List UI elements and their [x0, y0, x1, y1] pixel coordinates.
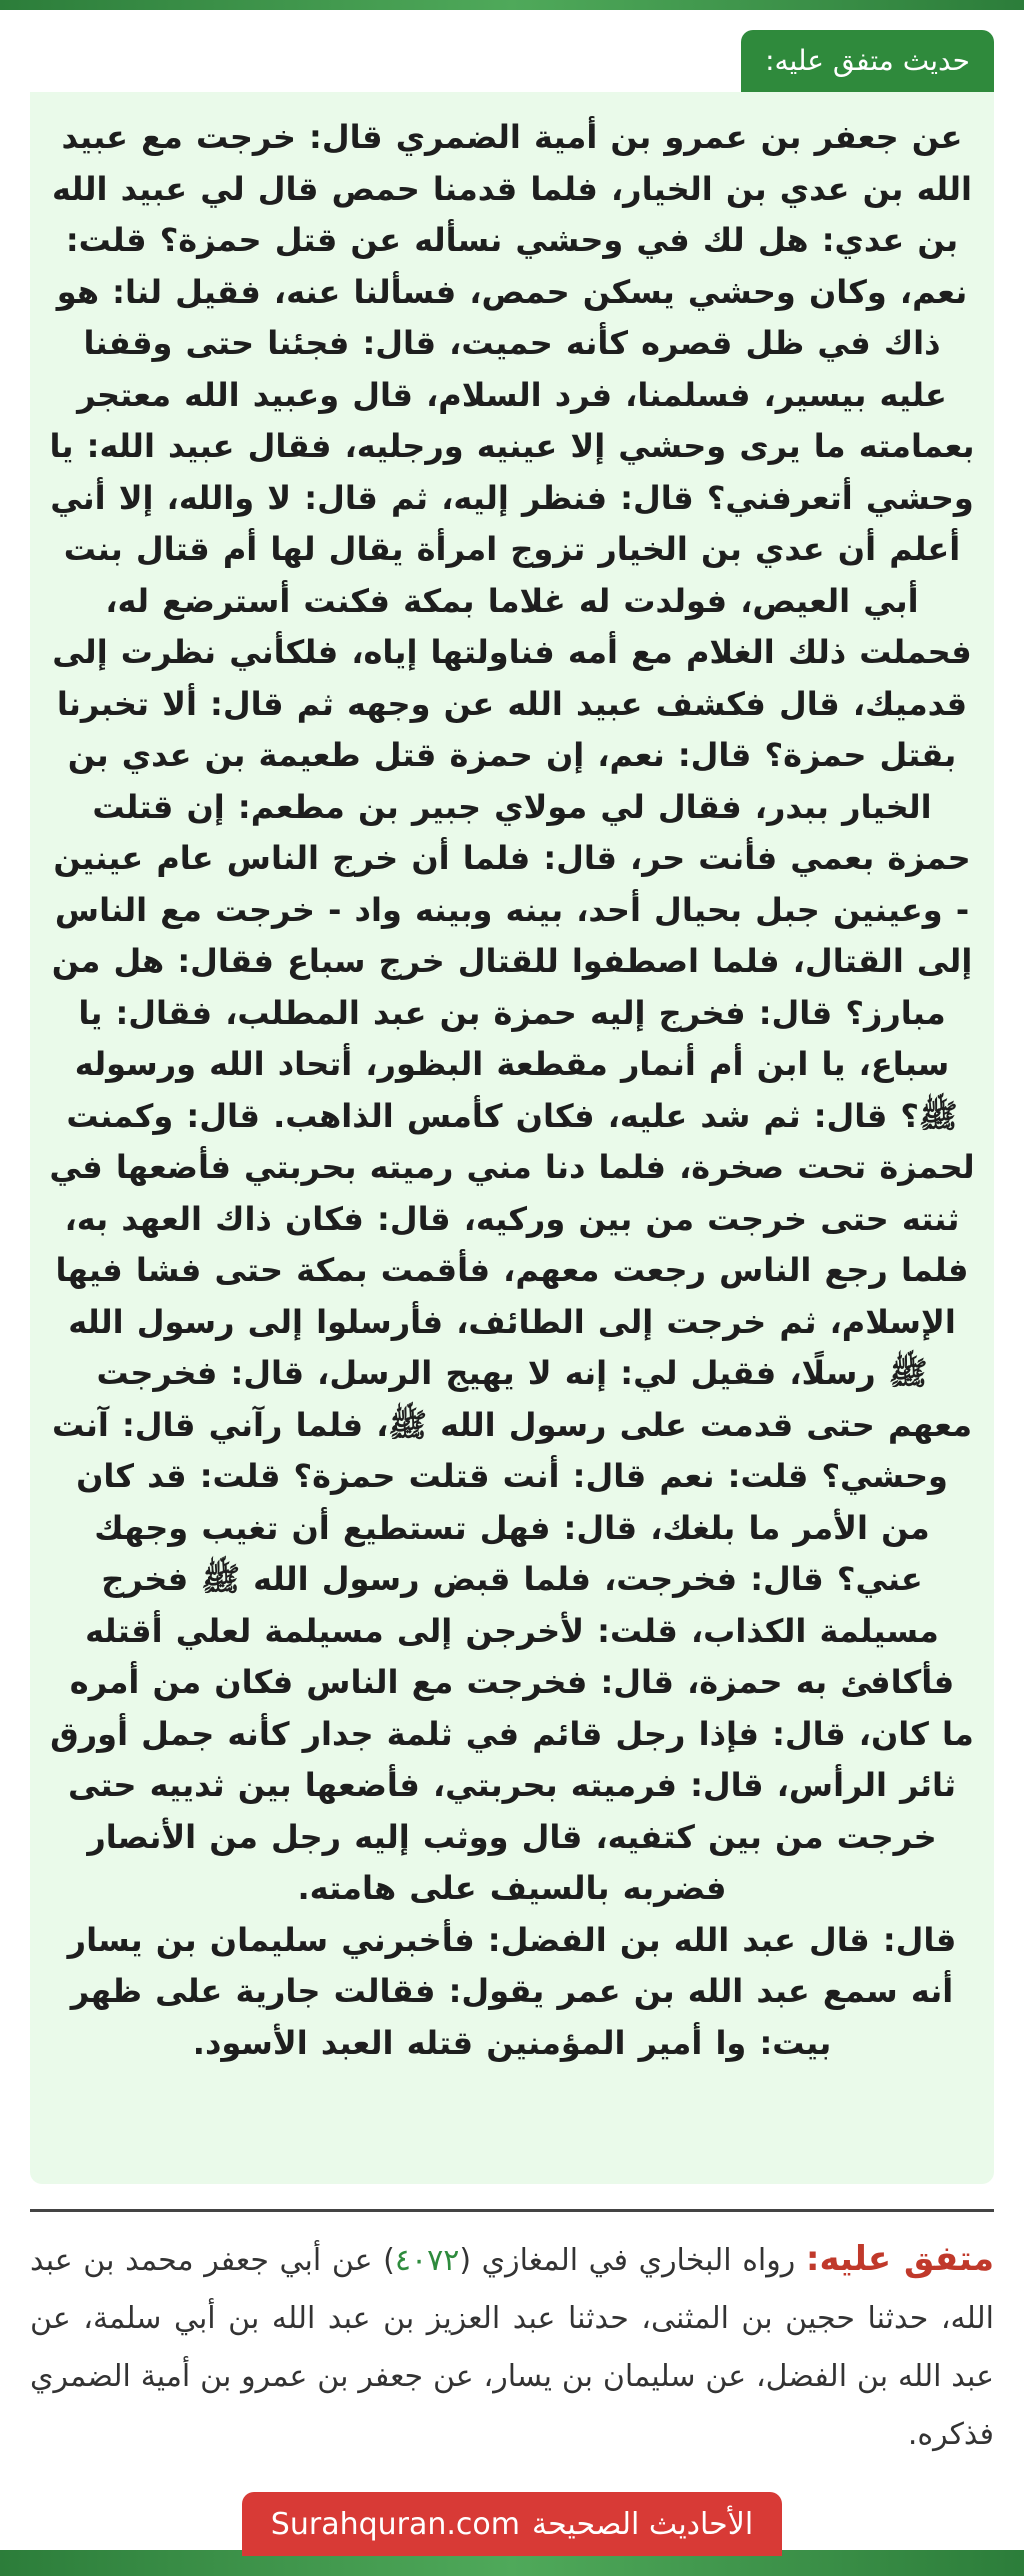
hadith-paragraph: عن جعفر بن عمرو بن أمية الضمري قال: خرجت مع عبيد الله بن عدي بن الخيار، فلما قدمنا حمص قال لي عبيد الله بن عدي: هل لك في وحشي نسأله عن قتل حمزة؟ قلت: نعم، وكان وحشي يسكن حمص، فسألنا عنه، فقيل لنا: هو ذاك في ظل قصره كأنه حميت، قال: فجئنا حتى وقفنا عليه بيسير، فسلمنا، فرد السلام، قال وعبيد الله معتجر بعمامته ما يرى وحشي إلا عينيه ورجليه، فقال عبيد الله: يا وحشي أتعرفني؟ قال: فنظر إليه، ثم قال: لا والله، إلا أني أعلم أن عدي بن الخيار تزوج امرأة يقال لها أم قتال بنت أبي العيص، فولدت له غلاما بمكة فكنت أسترضع له، فحملت ذلك الغلام مع أمه فناولتها إياه، فلكأني نظرت إلى قدميك، قال فكشف عبيد الله عن وجهه ثم قال: ألا تخبرنا بقتل حمزة؟ قال: نعم، إن حمزة قتل طعيمة بن عدي بن الخيار ببدر، فقال لي مولاي جبير بن مطعم: إن قتلت حمزة بعمي فأنت حر، قال: فلما أن خرج الناس عام عينين - وعينين جبل بحيال أحد، بينه وبينه واد - خرجت مع الناس إلى القتال، فلما اصطفوا للقتال خرج سباع فقال: هل من مبارز؟ قال: فخرج إليه حمزة بن عبد المطلب، فقال: يا سباع، يا ابن أم أنمار مقطعة البظور، أتحاد الله ورسوله ﷺ؟ قال: ثم شد عليه، فكان كأمس الذاهب. قال: وكمنت لحمزة تحت صخرة، فلما دنا مني رميته بحربتي فأضعها في ثنته حتى خرجت من بين وركيه، قال: فكان ذاك العهد به، فلما رجع الناس رجعت معهم، فأقمت بمكة حتى فشا فيها الإسلام، ثم خرجت إلى الطائف، فأرسلوا إلى رسول الله ﷺ رسلًا، فقيل لي: إنه لا يهيج الرسل، قال: فخرجت معهم حتى قدمت على رسول الله ﷺ، فلما رآني قال: آنت وحشي؟ قلت: نعم قال: أنت قتلت حمزة؟ قلت: قد كان	[49, 118, 975, 1495]
source-label: متفق عليه:	[805, 2239, 994, 2279]
page-title: حديث متفق عليه:	[741, 30, 994, 92]
source-text-before: رواه البخاري في المغازي (	[459, 2243, 796, 2278]
source-number: ٤٠٧٢	[394, 2243, 460, 2278]
hadith-paragraph: من الأمر ما بلغك، قال: فهل تستطيع أن تغيب وجهك عني؟ قال: فخرجت، فلما قبض رسول الله ﷺ فخرج مسيلمة الكذاب، قلت: لأخرجن إلى مسيلمة لعلي أقتله فأكافئ به حمزة، قال: فخرجت مع الناس فكان من أمره ما كان، قال: فإذا رجل قائم في ثلمة جدار كأنه جمل أورق ثائر الرأس، قال: فرميته بحربتي، فأضعها بين ثدييه حتى خرجت من بين كتفيه، قال ووثب إليه رجل من الأنصار فضربه بالسيف على هامته.	[50, 1508, 974, 1907]
hadith-panel	[30, 92, 994, 2184]
hadith-text	[48, 112, 976, 2069]
source-text-after: ) عن أبي جعفر محمد بن عبد الله، حدثنا حجين بن المثنى، حدثنا عبد العزيز بن عبد الله بن أبي سلمة، عن عبد الله بن الفضل، عن سليمان بن يسار، عن جعفر بن عمرو بن أمية الضمري فذكره.	[30, 2243, 994, 2452]
footer-label: الأحاديث الصحيحة	[531, 2506, 754, 2542]
hadith-paragraph: قال: قال عبد الله بن الفضل: فأخبرني سليمان بن يسار أنه سمع عبد الله بن عمر يقول: فقالت جارية على ظهر بيت: وا أمير المؤمنين قتله العبد الأسود.	[67, 1920, 957, 2062]
source-citation	[30, 2230, 994, 2464]
top-decorative-bar	[0, 0, 1024, 10]
footer-site-link[interactable]: Surahquran.com	[270, 2506, 520, 2542]
section-divider	[30, 2209, 994, 2212]
footer-badge[interactable]	[242, 2492, 782, 2556]
